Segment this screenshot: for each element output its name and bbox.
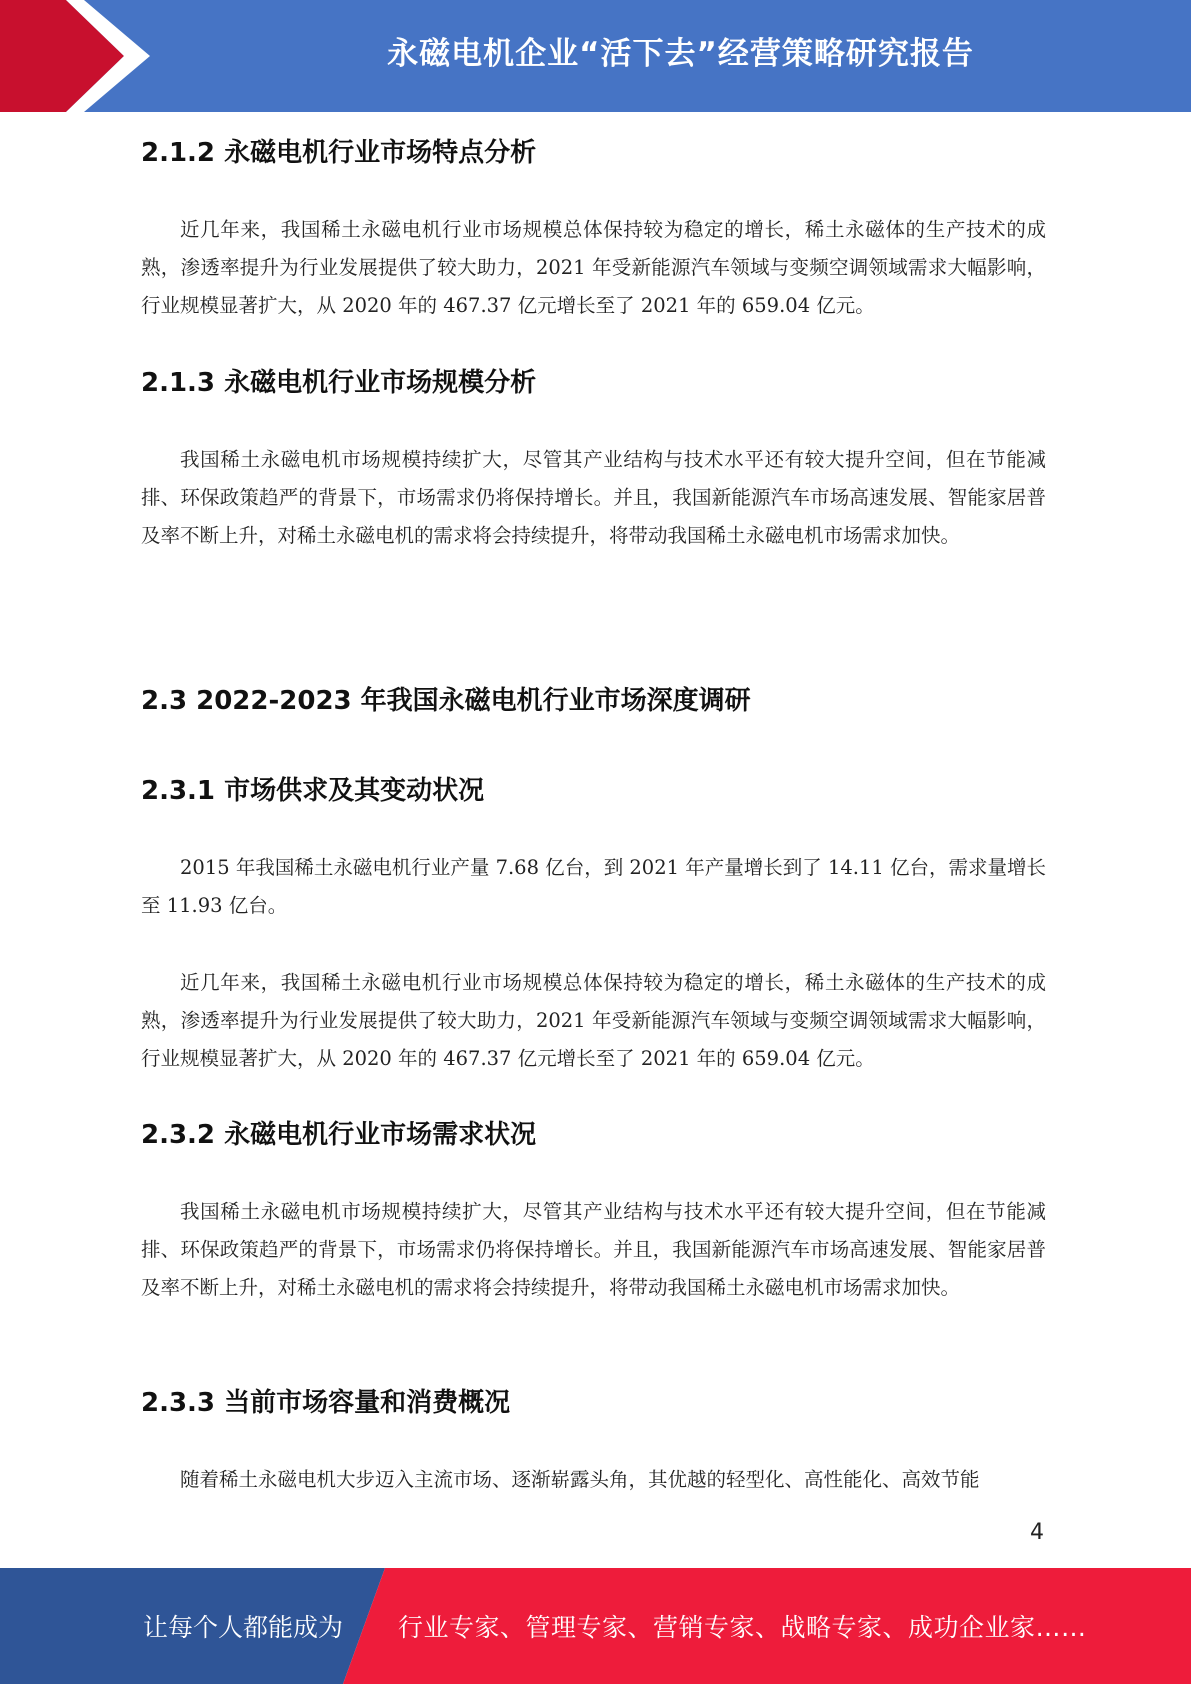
paragraph: 我国稀土永磁电机市场规模持续扩大，尽管其产业结构与技术水平还有较大提升空间，但在节能减排、环保政策趋严的背景下，市场需求仍将保持增长。并且，我国新能源汽车市场高速发展、智能家居普及率不断上升，对稀土永磁电机的需求将会持续提升，将带动我国稀土永磁电机市场需求加快。 (141, 1200, 1046, 1299)
paragraph: 近几年来，我国稀土永磁电机行业市场规模总体保持较为稳定的增长，稀土永磁体的生产技术的成熟，渗透率提升为行业发展提供了较大助力，2021 年受新能源汽车领域与变频空调领域需求大幅影响，行业规模显著扩大，从 2020 年的 467.37 亿元增长至了 2021 年的 659.04 亿元。 (141, 971, 1046, 1070)
paragraph: 2015 年我国稀土永磁电机行业产量 7.68 亿台，到 2021 年产量增长到了 14.11 亿台，需求量增长至 11.93 亿台。 (141, 856, 1046, 917)
heading-2-3-2: 2.3.2 永磁电机行业市场需求状况 (141, 1120, 537, 1150)
heading-2-3-1: 2.3.1 市场供求及其变动状况 (141, 776, 485, 806)
page-footer (0, 1568, 1191, 1684)
heading-2-3-3: 2.3.3 当前市场容量和消费概况 (141, 1388, 511, 1418)
paragraph: 随着稀土永磁电机大步迈入主流市场、逐渐崭露头角，其优越的轻型化、高性能化、高效节能 (180, 1468, 980, 1491)
header-red-arrow (0, 0, 124, 112)
document-title: 永磁电机企业“活下去”经营策略研究报告 (387, 36, 974, 72)
heading-2-1-2: 2.1.2 永磁电机行业市场特点分析 (141, 138, 537, 168)
page-header (0, 0, 1191, 112)
paragraph: 我国稀土永磁电机市场规模持续扩大，尽管其产业结构与技术水平还有较大提升空间，但在节能减排、环保政策趋严的背景下，市场需求仍将保持增长。并且，我国新能源汽车市场高速发展、智能家居普及率不断上升，对稀土永磁电机的需求将会持续提升，将带动我国稀土永磁电机市场需求加快。 (141, 448, 1046, 547)
page-number: 4 (1030, 1520, 1044, 1545)
footer-slogan-left: 让每个人都能成为 (143, 1613, 344, 1642)
paragraph: 近几年来，我国稀土永磁电机行业市场规模总体保持较为稳定的增长，稀土永磁体的生产技术的成熟，渗透率提升为行业发展提供了较大助力，2021 年受新能源汽车领域与变频空调领域需求大幅影响，行业规模显著扩大，从 2020 年的 467.37 亿元增长至了 2021 年的 659.04 亿元。 (141, 218, 1046, 317)
heading-2-1-3: 2.1.3 永磁电机行业市场规模分析 (141, 368, 537, 398)
heading-2-3: 2.3 2022-2023 年我国永磁电机行业市场深度调研 (141, 686, 751, 716)
footer-slogan-right: 行业专家、管理专家、营销专家、战略专家、成功企业家…… (398, 1613, 1087, 1642)
